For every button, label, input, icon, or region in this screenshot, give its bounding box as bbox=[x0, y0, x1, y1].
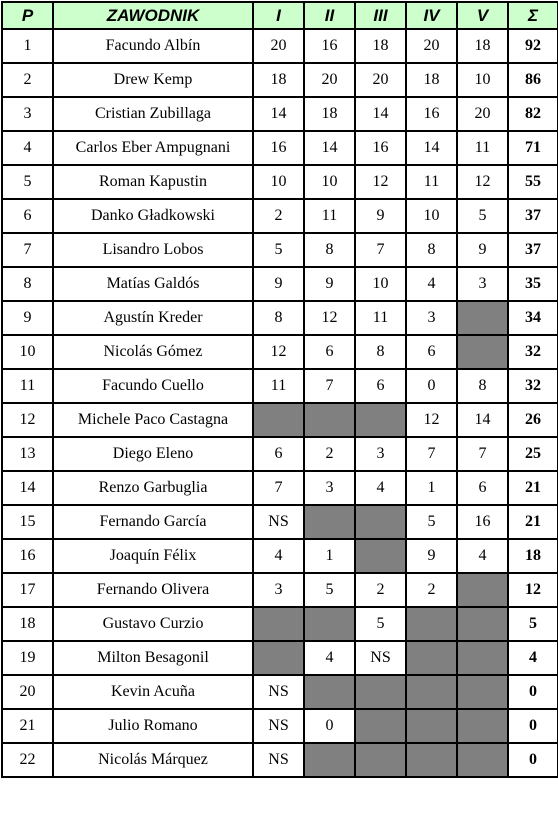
round-1-cell: 12 bbox=[253, 335, 304, 369]
round-5-cell: 5 bbox=[457, 199, 508, 233]
table-row bbox=[2, 437, 558, 471]
position-cell: 5 bbox=[2, 165, 53, 199]
sum-cell: 82 bbox=[508, 97, 558, 131]
round-5-empty-cell bbox=[457, 301, 508, 335]
round-3-cell: 4 bbox=[355, 471, 406, 505]
rider-name-cell: Diego Eleno bbox=[53, 437, 253, 471]
rider-name-cell: Renzo Garbuglia bbox=[53, 471, 253, 505]
round-4-cell: 10 bbox=[406, 199, 457, 233]
round-1-cell: 18 bbox=[253, 63, 304, 97]
table-row bbox=[2, 369, 558, 403]
table-row bbox=[2, 539, 558, 573]
table-row bbox=[2, 403, 558, 437]
table-row bbox=[2, 471, 558, 505]
round-1-cell: NS bbox=[253, 675, 304, 709]
round-5-empty-cell bbox=[457, 709, 508, 743]
rider-name-cell: Nicolás Gómez bbox=[53, 335, 253, 369]
table-row bbox=[2, 641, 558, 675]
rider-name-cell: Danko Gładkowski bbox=[53, 199, 253, 233]
round-2-cell: 7 bbox=[304, 369, 355, 403]
round-2-cell: 8 bbox=[304, 233, 355, 267]
rider-name-cell: Kevin Acuña bbox=[53, 675, 253, 709]
round-1-empty-cell bbox=[253, 607, 304, 641]
table-row bbox=[2, 131, 558, 165]
sum-cell: 0 bbox=[508, 675, 558, 709]
round-4-cell: 16 bbox=[406, 97, 457, 131]
sum-cell: 34 bbox=[508, 301, 558, 335]
round-2-cell: 1 bbox=[304, 539, 355, 573]
round-3-empty-cell bbox=[355, 403, 406, 437]
position-cell: 13 bbox=[2, 437, 53, 471]
round-4-cell: 1 bbox=[406, 471, 457, 505]
round-4-empty-cell bbox=[406, 675, 457, 709]
position-cell: 3 bbox=[2, 97, 53, 131]
sum-cell: 25 bbox=[508, 437, 558, 471]
rider-name-cell: Milton Besagonil bbox=[53, 641, 253, 675]
round-2-cell: 2 bbox=[304, 437, 355, 471]
position-cell: 1 bbox=[2, 29, 53, 63]
round-5-empty-cell bbox=[457, 641, 508, 675]
table-row bbox=[2, 709, 558, 743]
rider-name-cell: Agustín Kreder bbox=[53, 301, 253, 335]
position-cell: 7 bbox=[2, 233, 53, 267]
sum-cell: 21 bbox=[508, 471, 558, 505]
round-5-cell: 12 bbox=[457, 165, 508, 199]
round-1-cell: 6 bbox=[253, 437, 304, 471]
rider-name-cell: Carlos Eber Ampugnani bbox=[53, 131, 253, 165]
round-3-cell: 20 bbox=[355, 63, 406, 97]
round-3-empty-cell bbox=[355, 743, 406, 777]
round-3-cell: 6 bbox=[355, 369, 406, 403]
round-3-cell: 3 bbox=[355, 437, 406, 471]
round-4-cell: 4 bbox=[406, 267, 457, 301]
round-3-cell: 11 bbox=[355, 301, 406, 335]
round-4-cell: 6 bbox=[406, 335, 457, 369]
position-cell: 12 bbox=[2, 403, 53, 437]
round-3-empty-cell bbox=[355, 539, 406, 573]
round-2-cell: 10 bbox=[304, 165, 355, 199]
position-cell: 18 bbox=[2, 607, 53, 641]
round-5-cell: 14 bbox=[457, 403, 508, 437]
round-5-cell: 7 bbox=[457, 437, 508, 471]
header-round-3: III bbox=[355, 2, 406, 29]
header-round-5: V bbox=[457, 2, 508, 29]
table-row bbox=[2, 607, 558, 641]
table-row bbox=[2, 335, 558, 369]
round-5-cell: 11 bbox=[457, 131, 508, 165]
position-cell: 11 bbox=[2, 369, 53, 403]
round-3-cell: NS bbox=[355, 641, 406, 675]
round-3-empty-cell bbox=[355, 675, 406, 709]
table-row bbox=[2, 63, 558, 97]
position-cell: 9 bbox=[2, 301, 53, 335]
table-body bbox=[2, 29, 558, 777]
rider-name-cell: Gustavo Curzio bbox=[53, 607, 253, 641]
round-2-cell: 12 bbox=[304, 301, 355, 335]
standings-table bbox=[1, 1, 558, 778]
round-5-cell: 18 bbox=[457, 29, 508, 63]
round-2-cell: 18 bbox=[304, 97, 355, 131]
round-2-empty-cell bbox=[304, 403, 355, 437]
round-3-cell: 12 bbox=[355, 165, 406, 199]
round-1-cell: 2 bbox=[253, 199, 304, 233]
round-2-cell: 20 bbox=[304, 63, 355, 97]
round-2-cell: 0 bbox=[304, 709, 355, 743]
sum-cell: 4 bbox=[508, 641, 558, 675]
table-row bbox=[2, 743, 558, 777]
sum-cell: 92 bbox=[508, 29, 558, 63]
round-4-cell: 3 bbox=[406, 301, 457, 335]
round-2-cell: 5 bbox=[304, 573, 355, 607]
round-2-cell: 14 bbox=[304, 131, 355, 165]
round-2-cell: 9 bbox=[304, 267, 355, 301]
round-4-cell: 7 bbox=[406, 437, 457, 471]
sum-cell: 37 bbox=[508, 199, 558, 233]
sum-cell: 5 bbox=[508, 607, 558, 641]
round-5-cell: 6 bbox=[457, 471, 508, 505]
round-4-cell: 9 bbox=[406, 539, 457, 573]
round-2-cell: 16 bbox=[304, 29, 355, 63]
sum-cell: 12 bbox=[508, 573, 558, 607]
position-cell: 14 bbox=[2, 471, 53, 505]
round-1-empty-cell bbox=[253, 641, 304, 675]
round-4-empty-cell bbox=[406, 743, 457, 777]
round-3-cell: 7 bbox=[355, 233, 406, 267]
rider-name-cell: Facundo Cuello bbox=[53, 369, 253, 403]
round-4-cell: 2 bbox=[406, 573, 457, 607]
round-3-cell: 18 bbox=[355, 29, 406, 63]
round-4-empty-cell bbox=[406, 607, 457, 641]
rider-name-cell: Julio Romano bbox=[53, 709, 253, 743]
sum-cell: 21 bbox=[508, 505, 558, 539]
round-3-empty-cell bbox=[355, 709, 406, 743]
round-2-cell: 11 bbox=[304, 199, 355, 233]
rider-name-cell: Lisandro Lobos bbox=[53, 233, 253, 267]
sum-cell: 71 bbox=[508, 131, 558, 165]
rider-name-cell: Matías Galdós bbox=[53, 267, 253, 301]
round-3-empty-cell bbox=[355, 505, 406, 539]
header-round-2: II bbox=[304, 2, 355, 29]
sum-cell: 26 bbox=[508, 403, 558, 437]
round-1-cell: NS bbox=[253, 743, 304, 777]
header-sum: Σ bbox=[508, 2, 558, 29]
table-row bbox=[2, 505, 558, 539]
round-1-cell: 10 bbox=[253, 165, 304, 199]
rider-name-cell: Drew Kemp bbox=[53, 63, 253, 97]
round-4-cell: 14 bbox=[406, 131, 457, 165]
rider-name-cell: Fernando García bbox=[53, 505, 253, 539]
position-cell: 2 bbox=[2, 63, 53, 97]
round-2-empty-cell bbox=[304, 607, 355, 641]
round-5-cell: 3 bbox=[457, 267, 508, 301]
rider-name-cell: Cristian Zubillaga bbox=[53, 97, 253, 131]
round-1-empty-cell bbox=[253, 403, 304, 437]
rider-name-cell: Michele Paco Castagna bbox=[53, 403, 253, 437]
round-3-cell: 9 bbox=[355, 199, 406, 233]
round-4-cell: 12 bbox=[406, 403, 457, 437]
round-5-cell: 20 bbox=[457, 97, 508, 131]
rider-name-cell: Fernando Olivera bbox=[53, 573, 253, 607]
rider-name-cell: Joaquín Félix bbox=[53, 539, 253, 573]
round-1-cell: NS bbox=[253, 505, 304, 539]
rider-name-cell: Nicolás Márquez bbox=[53, 743, 253, 777]
position-cell: 21 bbox=[2, 709, 53, 743]
round-1-cell: 5 bbox=[253, 233, 304, 267]
round-3-cell: 16 bbox=[355, 131, 406, 165]
round-5-cell: 10 bbox=[457, 63, 508, 97]
sum-cell: 37 bbox=[508, 233, 558, 267]
round-2-cell: 6 bbox=[304, 335, 355, 369]
round-4-cell: 8 bbox=[406, 233, 457, 267]
round-2-cell: 3 bbox=[304, 471, 355, 505]
table-row bbox=[2, 301, 558, 335]
position-cell: 19 bbox=[2, 641, 53, 675]
round-5-cell: 9 bbox=[457, 233, 508, 267]
round-5-cell: 16 bbox=[457, 505, 508, 539]
table-row bbox=[2, 29, 558, 63]
round-4-empty-cell bbox=[406, 641, 457, 675]
position-cell: 8 bbox=[2, 267, 53, 301]
position-cell: 15 bbox=[2, 505, 53, 539]
round-5-empty-cell bbox=[457, 675, 508, 709]
sum-cell: 55 bbox=[508, 165, 558, 199]
round-3-cell: 14 bbox=[355, 97, 406, 131]
round-1-cell: 8 bbox=[253, 301, 304, 335]
table-row bbox=[2, 165, 558, 199]
position-cell: 6 bbox=[2, 199, 53, 233]
round-2-empty-cell bbox=[304, 743, 355, 777]
round-5-empty-cell bbox=[457, 335, 508, 369]
sum-cell: 32 bbox=[508, 335, 558, 369]
sum-cell: 86 bbox=[508, 63, 558, 97]
sum-cell: 0 bbox=[508, 709, 558, 743]
round-4-empty-cell bbox=[406, 709, 457, 743]
rider-name-cell: Roman Kapustin bbox=[53, 165, 253, 199]
table-row bbox=[2, 97, 558, 131]
round-4-cell: 11 bbox=[406, 165, 457, 199]
round-1-cell: 4 bbox=[253, 539, 304, 573]
round-5-empty-cell bbox=[457, 573, 508, 607]
sum-cell: 35 bbox=[508, 267, 558, 301]
round-4-cell: 18 bbox=[406, 63, 457, 97]
round-5-cell: 4 bbox=[457, 539, 508, 573]
table-row bbox=[2, 267, 558, 301]
position-cell: 17 bbox=[2, 573, 53, 607]
header-round-1: I bbox=[253, 2, 304, 29]
round-4-cell: 20 bbox=[406, 29, 457, 63]
header-rider: ZAWODNIK bbox=[53, 2, 253, 29]
position-cell: 10 bbox=[2, 335, 53, 369]
round-3-cell: 5 bbox=[355, 607, 406, 641]
round-5-empty-cell bbox=[457, 607, 508, 641]
round-2-empty-cell bbox=[304, 675, 355, 709]
round-1-cell: 20 bbox=[253, 29, 304, 63]
table-row bbox=[2, 199, 558, 233]
header-row bbox=[2, 2, 558, 29]
rider-name-cell: Facundo Albín bbox=[53, 29, 253, 63]
round-1-cell: NS bbox=[253, 709, 304, 743]
sum-cell: 18 bbox=[508, 539, 558, 573]
round-4-cell: 0 bbox=[406, 369, 457, 403]
round-3-cell: 8 bbox=[355, 335, 406, 369]
round-1-cell: 16 bbox=[253, 131, 304, 165]
round-2-empty-cell bbox=[304, 505, 355, 539]
round-3-cell: 10 bbox=[355, 267, 406, 301]
round-3-cell: 2 bbox=[355, 573, 406, 607]
round-1-cell: 7 bbox=[253, 471, 304, 505]
round-1-cell: 14 bbox=[253, 97, 304, 131]
sum-cell: 32 bbox=[508, 369, 558, 403]
round-2-cell: 4 bbox=[304, 641, 355, 675]
round-5-empty-cell bbox=[457, 743, 508, 777]
table-row bbox=[2, 675, 558, 709]
round-1-cell: 11 bbox=[253, 369, 304, 403]
round-1-cell: 3 bbox=[253, 573, 304, 607]
position-cell: 4 bbox=[2, 131, 53, 165]
round-1-cell: 9 bbox=[253, 267, 304, 301]
position-cell: 22 bbox=[2, 743, 53, 777]
table-row bbox=[2, 233, 558, 267]
position-cell: 16 bbox=[2, 539, 53, 573]
header-position: P bbox=[2, 2, 53, 29]
header-round-4: IV bbox=[406, 2, 457, 29]
round-4-cell: 5 bbox=[406, 505, 457, 539]
table-row bbox=[2, 573, 558, 607]
round-5-cell: 8 bbox=[457, 369, 508, 403]
position-cell: 20 bbox=[2, 675, 53, 709]
sum-cell: 0 bbox=[508, 743, 558, 777]
